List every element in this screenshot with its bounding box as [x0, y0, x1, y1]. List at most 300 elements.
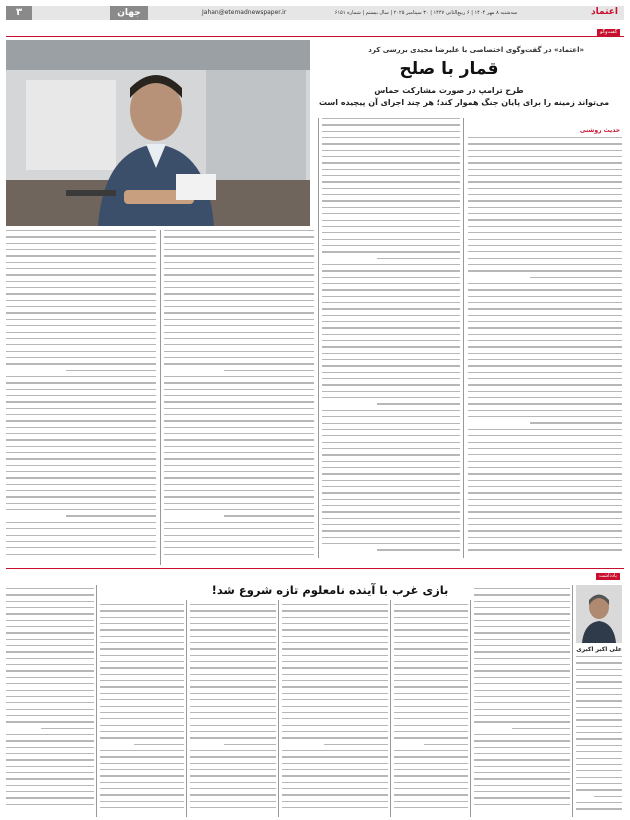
- text-line: [6, 458, 156, 459]
- text-line: [394, 775, 468, 776]
- text-line: [190, 623, 276, 624]
- text-line: [394, 712, 468, 713]
- text-line: [576, 662, 622, 663]
- text-line: [322, 397, 460, 398]
- text-line: [282, 763, 388, 764]
- text-line: [190, 636, 276, 637]
- text-line: [282, 680, 388, 681]
- text-line: [66, 370, 156, 371]
- text-line: [322, 334, 460, 335]
- text-line: [322, 239, 460, 240]
- text-line: [100, 807, 184, 808]
- text-line: [164, 522, 314, 523]
- text-line: [468, 372, 622, 373]
- text-line: [394, 680, 468, 681]
- text-line: [164, 395, 314, 396]
- text-line: [468, 454, 622, 455]
- text-line: [282, 782, 388, 783]
- text-line: [474, 766, 570, 767]
- text-line: [322, 124, 460, 125]
- text-line: [282, 737, 388, 738]
- text-line: [322, 492, 460, 493]
- text-line: [394, 655, 468, 656]
- text-line: [576, 738, 622, 739]
- text-line: [474, 607, 570, 608]
- text-line: [6, 236, 156, 237]
- text-line: [100, 737, 184, 738]
- text-line: [474, 715, 570, 716]
- text-line: [474, 696, 570, 697]
- text-line: [6, 293, 156, 294]
- text-line: [164, 332, 314, 333]
- text-line: [6, 249, 156, 250]
- text-line: [100, 667, 184, 668]
- text-line: [6, 503, 156, 504]
- text-line: [6, 471, 156, 472]
- text-line: [190, 655, 276, 656]
- text-line: [394, 731, 468, 732]
- text-line: [322, 346, 460, 347]
- author-photo: [576, 585, 622, 643]
- text-line: [190, 712, 276, 713]
- text-line: [6, 797, 94, 798]
- text-line: [282, 686, 388, 687]
- text-line: [474, 613, 570, 614]
- section-email[interactable]: Jahan@etemadnewspaper.ir: [202, 9, 287, 16]
- text-line: [322, 315, 460, 316]
- text-line: [474, 740, 570, 741]
- text-line: [6, 312, 156, 313]
- text-line: [6, 683, 94, 684]
- text-line: [468, 239, 622, 240]
- text-line: [282, 699, 388, 700]
- text-line: [322, 251, 460, 252]
- text-line: [512, 728, 570, 729]
- text-line: [322, 175, 460, 176]
- text-line: [322, 264, 460, 265]
- text-line: [164, 249, 314, 250]
- text-line: [322, 296, 460, 297]
- text-line: [394, 807, 468, 808]
- text-line: [394, 801, 468, 802]
- text-line: [322, 226, 460, 227]
- text-line: [322, 232, 460, 233]
- text-line: [322, 391, 460, 392]
- text-line: [468, 403, 622, 404]
- text-line: [394, 661, 468, 662]
- text-line: [100, 750, 184, 751]
- text-line: [164, 528, 314, 529]
- text-line: [322, 220, 460, 221]
- text-line: [322, 340, 460, 341]
- text-line: [6, 734, 94, 735]
- text-line: [474, 632, 570, 633]
- note-title: بازی غرب با آینده نامعلوم تازه شروع شد!: [211, 583, 449, 597]
- text-line: [576, 700, 622, 701]
- text-line: [164, 300, 314, 301]
- text-line: [594, 796, 622, 797]
- text-line: [576, 783, 622, 784]
- note-author: علی اکبر اکبری: [576, 646, 622, 653]
- text-line: [474, 658, 570, 659]
- text-line: [190, 737, 276, 738]
- text-line: [322, 162, 460, 163]
- text-line: [474, 651, 570, 652]
- text-line: [322, 378, 460, 379]
- text-line: [100, 706, 184, 707]
- text-line: [468, 169, 622, 170]
- text-line: [468, 137, 622, 138]
- text-line: [322, 467, 460, 468]
- text-line: [6, 645, 94, 646]
- text-line: [322, 530, 460, 531]
- text-line: [322, 442, 460, 443]
- section-name: جهان: [110, 6, 148, 20]
- text-line: [474, 785, 570, 786]
- text-line: [474, 804, 570, 805]
- text-line: [6, 274, 156, 275]
- text-line: [6, 528, 156, 529]
- text-line: [322, 289, 460, 290]
- text-line: [100, 674, 184, 675]
- text-line: [100, 629, 184, 630]
- text-line: [6, 626, 94, 627]
- text-line: [394, 718, 468, 719]
- text-line: [164, 547, 314, 548]
- text-line: [322, 150, 460, 151]
- text-line: [474, 670, 570, 671]
- text-line: [474, 797, 570, 798]
- text-line: [282, 725, 388, 726]
- text-line: [468, 334, 622, 335]
- text-line: [6, 281, 156, 282]
- text-line: [377, 403, 460, 404]
- text-line: [164, 293, 314, 294]
- text-line: [6, 721, 94, 722]
- text-line: [6, 594, 94, 595]
- text-line: [468, 162, 622, 163]
- text-line: [164, 230, 314, 231]
- text-line: [394, 642, 468, 643]
- text-line: [282, 775, 388, 776]
- text-line: [394, 699, 468, 700]
- text-line: [6, 287, 156, 288]
- text-line: [6, 357, 156, 358]
- text-line: [322, 169, 460, 170]
- text-line: [394, 725, 468, 726]
- text-line: [100, 617, 184, 618]
- text-line: [282, 604, 388, 605]
- text-line: [190, 725, 276, 726]
- text-line: [190, 604, 276, 605]
- text-line: [322, 207, 460, 208]
- text-line: [100, 686, 184, 687]
- text-line: [468, 378, 622, 379]
- text-line: [322, 473, 460, 474]
- text-line: [322, 448, 460, 449]
- text-line: [282, 693, 388, 694]
- text-line: [6, 344, 156, 345]
- text-line: [468, 296, 622, 297]
- text-line: [468, 467, 622, 468]
- text-line: [6, 715, 94, 716]
- text-line: [6, 446, 156, 447]
- text-line: [474, 702, 570, 703]
- text-line: [394, 623, 468, 624]
- text-line: [164, 503, 314, 504]
- text-line: [576, 719, 622, 720]
- text-line: [324, 744, 388, 745]
- text-line: [6, 664, 94, 665]
- text-line: [468, 530, 622, 531]
- text-line: [164, 351, 314, 352]
- text-line: [394, 636, 468, 637]
- text-line: [6, 496, 156, 497]
- text-line: [468, 397, 622, 398]
- text-line: [468, 384, 622, 385]
- text-line: [6, 759, 94, 760]
- text-line: [190, 693, 276, 694]
- interview-kicker: «اعتماد» در گفت‌وگوی اختصاصی با علیرضا مجیدی بررسی کرد: [368, 46, 584, 54]
- text-line: [190, 731, 276, 732]
- text-line: [282, 706, 388, 707]
- text-line: [394, 610, 468, 611]
- text-line: [6, 766, 94, 767]
- text-line: [322, 245, 460, 246]
- text-line: [164, 389, 314, 390]
- text-line: [474, 753, 570, 754]
- text-line: [6, 490, 156, 491]
- text-line: [190, 661, 276, 662]
- text-line: [394, 667, 468, 668]
- text-line: [468, 289, 622, 290]
- text-line: [576, 681, 622, 682]
- text-line: [6, 243, 156, 244]
- text-line: [394, 782, 468, 783]
- text-line: [394, 617, 468, 618]
- interview-tag: گفت‌وگو: [597, 29, 620, 36]
- text-line: [224, 370, 314, 371]
- text-line: [190, 807, 276, 808]
- text-line: [474, 721, 570, 722]
- text-line: [100, 610, 184, 611]
- text-line: [6, 319, 156, 320]
- text-line: [282, 756, 388, 757]
- text-line: [394, 737, 468, 738]
- text-line: [6, 408, 156, 409]
- text-line: [164, 408, 314, 409]
- text-line: [164, 490, 314, 491]
- text-line: [468, 315, 622, 316]
- interview-text-column-1: [468, 137, 622, 562]
- text-line: [322, 277, 460, 278]
- text-line: [468, 194, 622, 195]
- text-line: [282, 655, 388, 656]
- text-line: [468, 448, 622, 449]
- text-line: [322, 537, 460, 538]
- text-line: [6, 262, 156, 263]
- text-line: [190, 763, 276, 764]
- text-line: [164, 281, 314, 282]
- text-line: [6, 639, 94, 640]
- text-line: [190, 686, 276, 687]
- text-line: [576, 770, 622, 771]
- text-line: [164, 306, 314, 307]
- text-line: [377, 258, 460, 259]
- text-line: [322, 454, 460, 455]
- text-line: [282, 610, 388, 611]
- text-line: [6, 363, 156, 364]
- text-line: [394, 693, 468, 694]
- text-line: [474, 734, 570, 735]
- text-line: [394, 788, 468, 789]
- text-line: [468, 410, 622, 411]
- text-line: [468, 302, 622, 303]
- text-line: [6, 433, 156, 434]
- text-line: [322, 213, 460, 214]
- text-line: [282, 794, 388, 795]
- text-line: [468, 264, 622, 265]
- text-line: [474, 778, 570, 779]
- text-line: [164, 382, 314, 383]
- text-line: [282, 718, 388, 719]
- text-line: [468, 537, 622, 538]
- page-number: ۳: [6, 6, 32, 20]
- text-line: [6, 804, 94, 805]
- text-line: [468, 480, 622, 481]
- text-line: [468, 543, 622, 544]
- text-line: [6, 268, 156, 269]
- text-line: [100, 763, 184, 764]
- text-line: [468, 251, 622, 252]
- text-line: [164, 477, 314, 478]
- author-photo-icon: [576, 585, 622, 643]
- text-line: [164, 484, 314, 485]
- text-line: [6, 535, 156, 536]
- text-line: [322, 200, 460, 201]
- text-line: [66, 515, 156, 516]
- text-line: [322, 410, 460, 411]
- text-line: [576, 732, 622, 733]
- note-text-column-2: [474, 588, 570, 816]
- text-line: [394, 674, 468, 675]
- text-line: [100, 699, 184, 700]
- text-line: [190, 667, 276, 668]
- text-line: [282, 674, 388, 675]
- text-line: [164, 338, 314, 339]
- text-line: [468, 321, 622, 322]
- text-line: [6, 658, 94, 659]
- text-line: [576, 789, 622, 790]
- text-line: [190, 794, 276, 795]
- text-line: [468, 416, 622, 417]
- text-line: [41, 728, 94, 729]
- text-line: [576, 745, 622, 746]
- text-line: [6, 509, 156, 510]
- text-line: [282, 661, 388, 662]
- text-line: [468, 486, 622, 487]
- text-line: [282, 636, 388, 637]
- text-line: [322, 327, 460, 328]
- interview-text-column-3: [164, 230, 314, 562]
- text-line: [164, 243, 314, 244]
- note-text-column-4: [282, 604, 388, 816]
- text-line: [190, 642, 276, 643]
- interview-title: قمار با صلح: [399, 59, 499, 79]
- text-line: [322, 270, 460, 271]
- text-line: [576, 656, 622, 657]
- text-line: [6, 420, 156, 421]
- text-line: [474, 690, 570, 691]
- text-line: [100, 794, 184, 795]
- text-line: [322, 365, 460, 366]
- text-line: [576, 802, 622, 803]
- text-line: [6, 791, 94, 792]
- newspaper-logo: اعتماد: [591, 7, 618, 17]
- text-line: [474, 747, 570, 748]
- text-line: [100, 775, 184, 776]
- text-line: [100, 636, 184, 637]
- interview-photo-icon: [6, 40, 310, 226]
- text-line: [282, 801, 388, 802]
- text-line: [6, 414, 156, 415]
- text-line: [282, 667, 388, 668]
- text-line: [100, 782, 184, 783]
- text-line: [190, 674, 276, 675]
- text-line: [224, 515, 314, 516]
- text-line: [190, 769, 276, 770]
- page-header: [6, 6, 624, 20]
- text-line: [394, 686, 468, 687]
- text-line: [190, 680, 276, 681]
- text-line: [394, 756, 468, 757]
- text-line: [282, 769, 388, 770]
- text-line: [322, 143, 460, 144]
- interview-photo: [6, 40, 310, 226]
- interview-text-column-4: [6, 230, 156, 562]
- text-line: [6, 547, 156, 548]
- text-line: [100, 725, 184, 726]
- text-line: [322, 499, 460, 500]
- text-line: [164, 535, 314, 536]
- text-line: [6, 778, 94, 779]
- text-line: [164, 446, 314, 447]
- text-line: [100, 623, 184, 624]
- text-line: [474, 626, 570, 627]
- text-line: [576, 777, 622, 778]
- text-line: [6, 332, 156, 333]
- text-line: [576, 764, 622, 765]
- text-line: [164, 287, 314, 288]
- text-line: [6, 230, 156, 231]
- text-line: [474, 639, 570, 640]
- text-line: [282, 617, 388, 618]
- text-line: [474, 772, 570, 773]
- text-line: [322, 518, 460, 519]
- text-line: [6, 325, 156, 326]
- text-line: [190, 718, 276, 719]
- text-line: [6, 613, 94, 614]
- text-line: [190, 788, 276, 789]
- text-line: [6, 785, 94, 786]
- text-line: [190, 706, 276, 707]
- text-line: [468, 245, 622, 246]
- text-line: [6, 740, 94, 741]
- text-line: [468, 391, 622, 392]
- text-line: [6, 351, 156, 352]
- text-line: [282, 731, 388, 732]
- text-line: [6, 338, 156, 339]
